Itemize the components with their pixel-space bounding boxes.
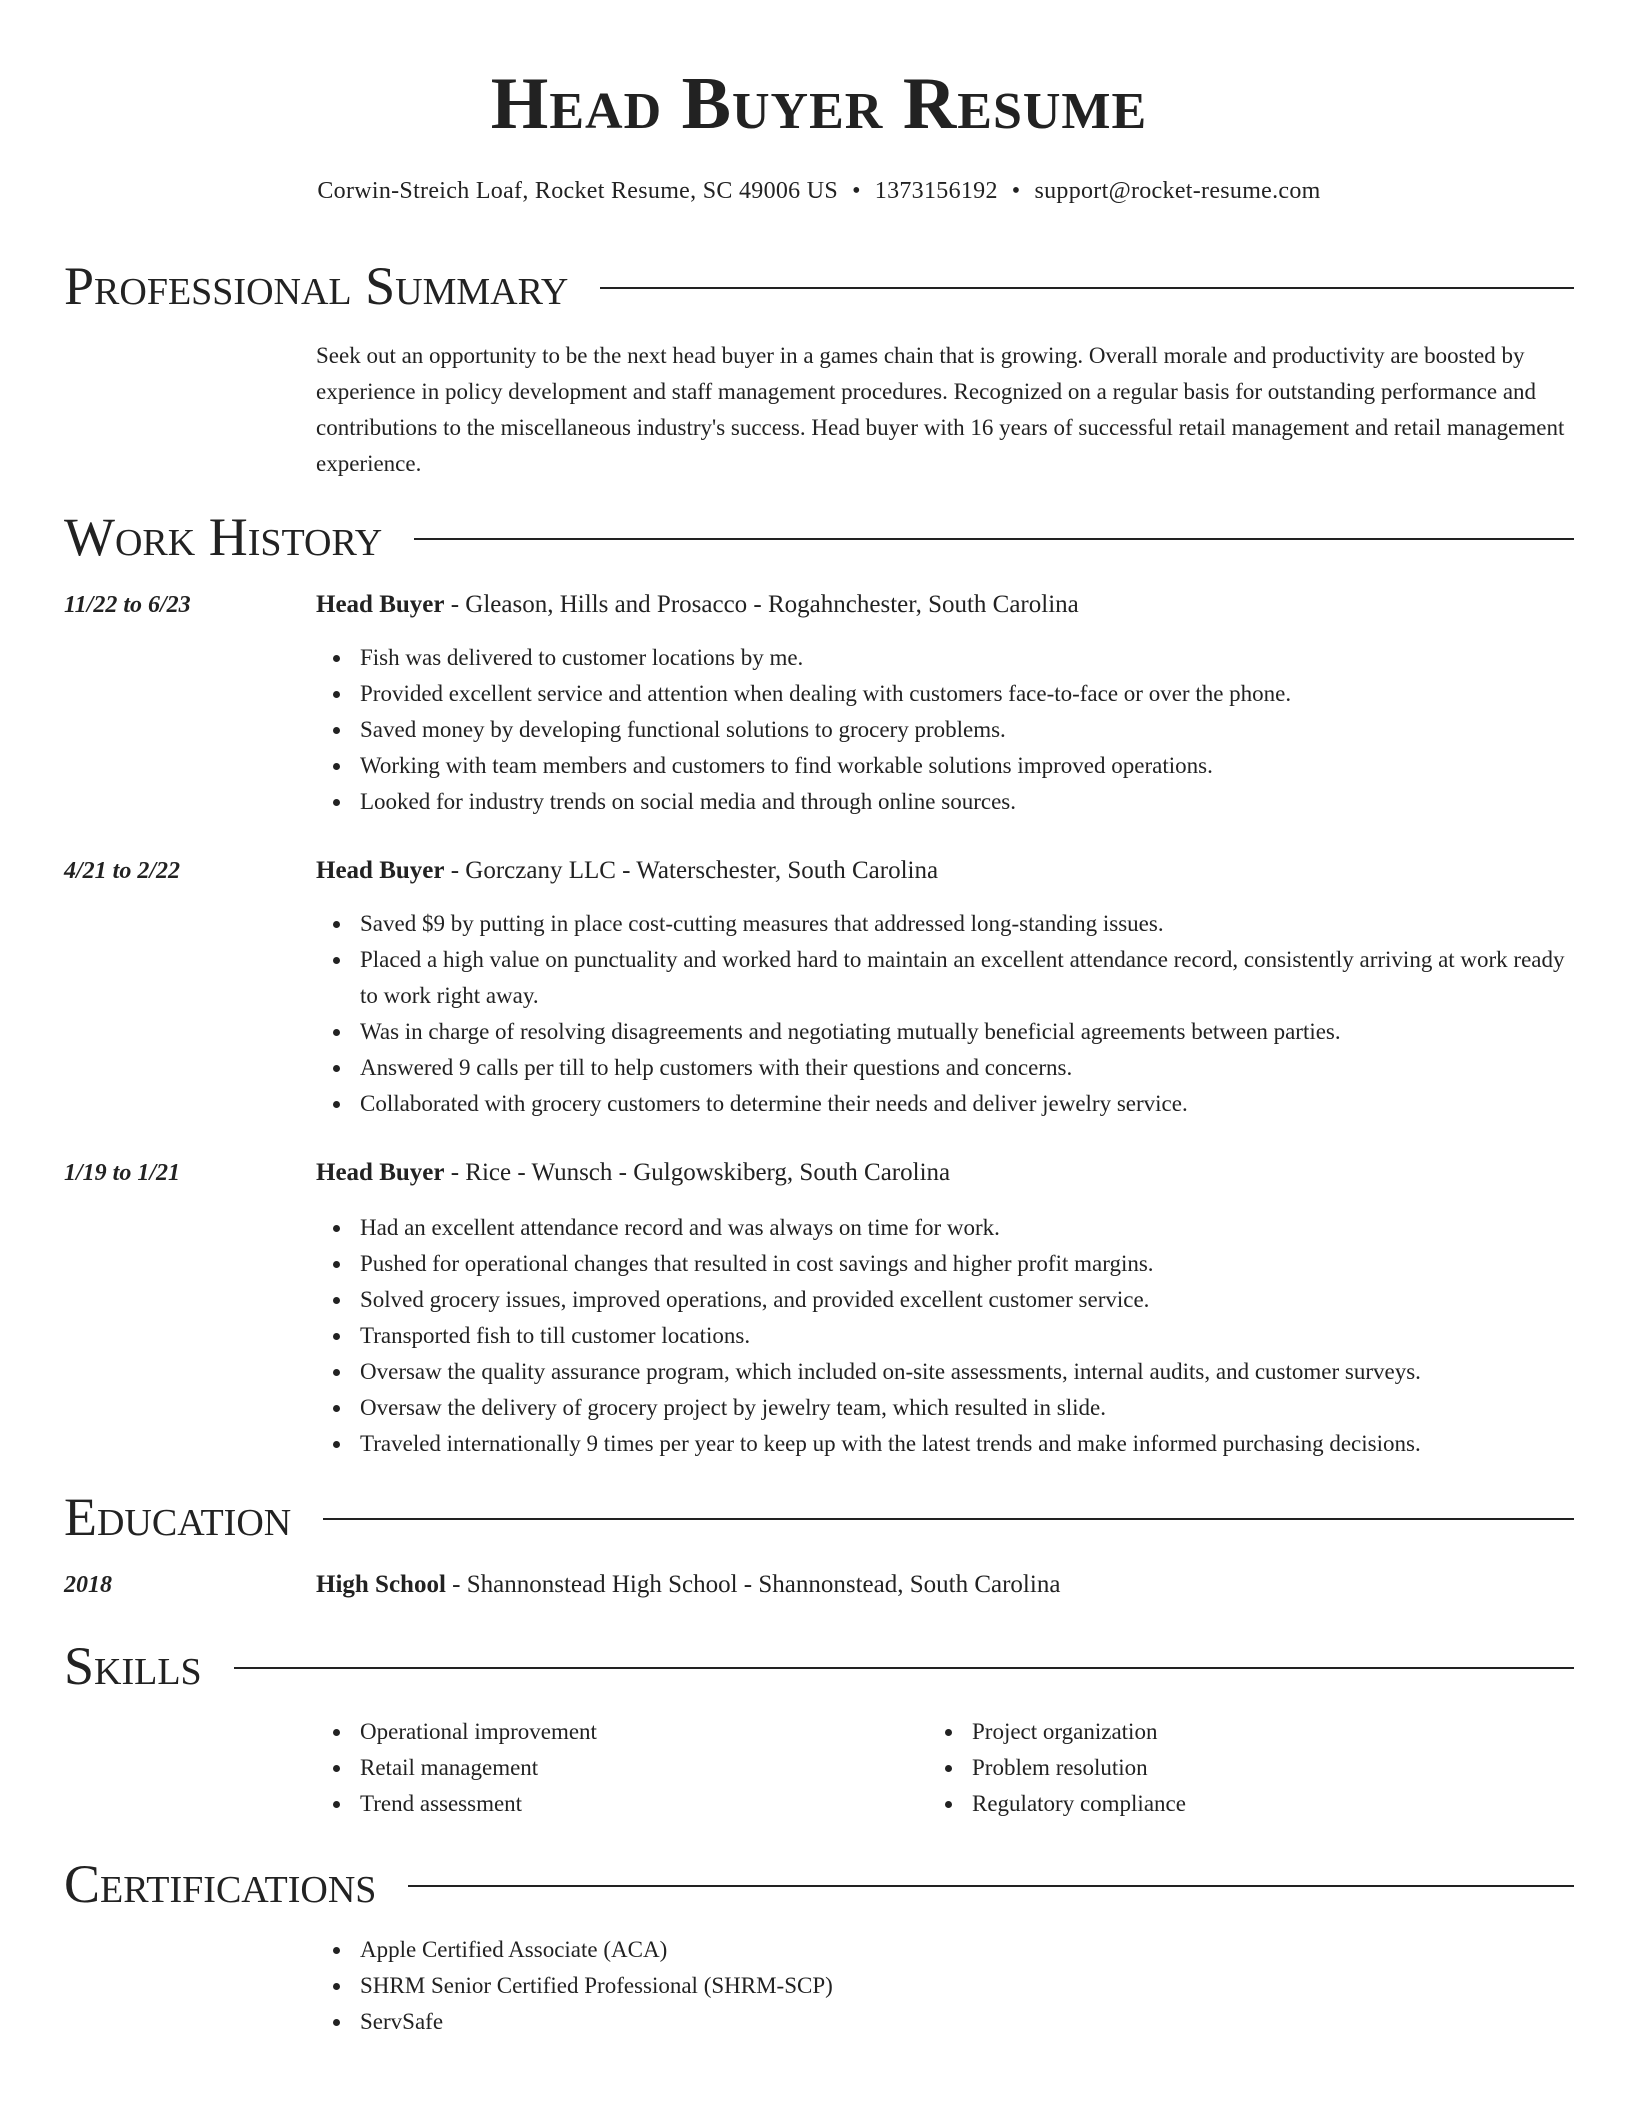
job-employer: - Rice - Wunsch - Gulgowskiberg, South Carolina [444,1159,951,1186]
education-year: 2018 [64,1572,112,1598]
skill-item: Regulatory compliance [928,1786,1528,1822]
skills-list-left [316,1714,916,1822]
job-bullet: Oversaw the quality assurance program, which included on-site assessments, internal audits, and customer surveys. [316,1354,1574,1390]
skill-item: Problem resolution [928,1750,1528,1786]
skill-item: Trend assessment [316,1786,916,1822]
section-header-skills [64,1636,1574,1696]
certification-item: ServSafe [316,2004,1574,2040]
contact-email: support@rocket-resume.com [1034,178,1321,204]
job-bullet: Answered 9 calls per till to help customers with their questions and concerns. [316,1050,1574,1086]
certifications-list [316,1932,1574,2040]
job-bullet: Oversaw the delivery of grocery project by jewelry team, which resulted in slide. [316,1390,1574,1426]
contact-separator: • [852,178,861,204]
skill-item: Operational improvement [316,1714,916,1750]
section-divider [600,287,1574,289]
section-header-work-history [64,507,1574,567]
job-bullet: Solved grocery issues, improved operations, and provided excellent customer service. [316,1282,1574,1318]
skill-item: Project organization [928,1714,1528,1750]
job-bullets [316,640,1574,820]
certification-item: SHRM Senior Certified Professional (SHRM-SCP) [316,1968,1574,2004]
section-title-skills: Skills [64,1636,202,1696]
job-bullet: Traveled internationally 9 times per year to keep up with the latest trends and make informed purchasing decisions. [316,1426,1574,1462]
job-dates: 11/22 to 6/23 [64,592,191,618]
job-bullet: Transported fish to till customer locations. [316,1318,1574,1354]
job-bullet: Working with team members and customers to find workable solutions improved operations. [316,748,1574,784]
education-degree: High School [316,1571,446,1598]
resume-title: Head Buyer Resume [490,63,1148,145]
job-title: Head Buyer [316,1159,445,1186]
section-header-summary [64,256,1574,316]
job-heading [316,590,1079,620]
skills-list-right [928,1714,1528,1822]
job-employer: - Gorczany LLC - Waterschester, South Carolina [444,857,939,884]
job-title: Head Buyer [316,591,445,618]
summary-text: Seek out an opportunity to be the next head buyer in a games chain that is growing. Overall morale and productivity are boosted by experience in policy development and staff management procedures. Recognized on a regular basis for outstanding performance and contributions to the miscellaneous industry's success. Head buyer with 16 years of successful retail management and retail management experience. [316,343,1565,476]
contact-line [64,176,1574,206]
job-dates: 4/21 to 2/22 [64,858,181,884]
job-bullet: Placed a high value on punctuality and worked hard to maintain an excellent attendance record, consistently arriving at work ready to work right away. [316,942,1574,1014]
job-bullet: Pushed for operational changes that resulted in cost savings and higher profit margins. [316,1246,1574,1282]
section-divider [414,538,1574,540]
job-bullet: Fish was delivered to customer locations by me. [316,640,1574,676]
job-bullet: Saved $9 by putting in place cost-cutting measures that addressed long-standing issues. [316,906,1574,942]
section-divider [408,1885,1574,1887]
job-employer: - Gleason, Hills and Prosacco - Rogahnchester, South Carolina [444,591,1079,618]
certification-item: Apple Certified Associate (ACA) [316,1932,1574,1968]
resume-page [64,0,1574,2112]
job-heading [316,856,938,886]
contact-separator: • [1011,178,1021,204]
job-bullet: Had an excellent attendance record and was always on time for work. [316,1210,1574,1246]
job-bullet: Collaborated with grocery customers to determine their needs and deliver jewelry service. [316,1086,1574,1122]
job-bullet: Looked for industry trends on social media and through online sources. [316,784,1574,820]
job-dates: 1/19 to 1/21 [64,1160,181,1186]
section-title-certifications: Certifications [64,1854,377,1914]
section-header-certifications [64,1854,1574,1914]
education-heading [316,1570,1060,1600]
education-school: - Shannonstead High School - Shannonstead, South Carolina [445,1571,1061,1598]
job-title: Head Buyer [316,857,445,884]
job-bullet: Provided excellent service and attention when dealing with customers face-to-face or over the phone. [316,676,1574,712]
job-bullet: Was in charge of resolving disagreements and negotiating mutually beneficial agreements between parties. [316,1014,1574,1050]
job-bullets [316,906,1574,1122]
section-divider [234,1667,1574,1669]
job-bullets [316,1210,1574,1462]
section-title-work-history: Work History [64,507,383,567]
section-divider [323,1518,1574,1520]
skill-item: Retail management [316,1750,916,1786]
contact-phone: 1373156192 [874,178,998,204]
contact-address: Corwin-Streich Loaf, Rocket Resume, SC 49006 US [317,178,839,204]
section-title-education: Education [64,1487,292,1547]
section-title-summary: Professional Summary [64,256,569,316]
section-header-education [64,1487,1574,1547]
job-heading [316,1158,950,1188]
job-bullet: Saved money by developing functional solutions to grocery problems. [316,712,1574,748]
